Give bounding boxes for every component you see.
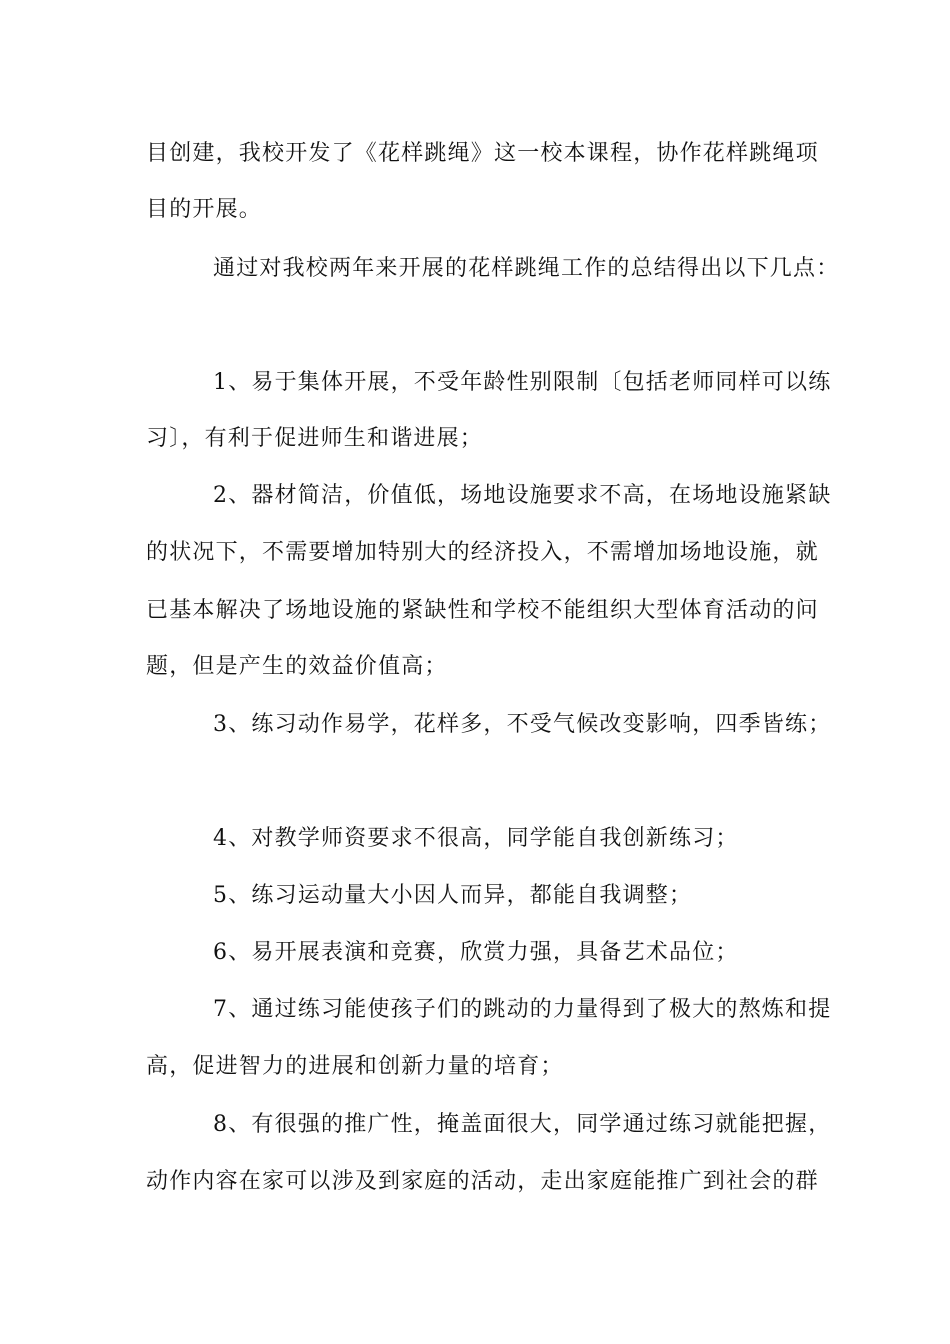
text-line: 4、对教学师资要求不很高，同学能自我创新练习； — [213, 826, 739, 851]
text-line: 的状况下，不需要增加特别大的经济投入，不需增加场地设施，就 — [146, 540, 819, 565]
text-line: 目创建，我校开发了《花样跳绳》这一校本课程，协作花样跳绳项 — [146, 141, 819, 166]
text-line: 7、通过练习能使孩子们的跳动的力量得到了极大的熬炼和提 — [213, 997, 832, 1022]
text-line: 2、器材简洁，价值低，场地设施要求不高，在场地设施紧缺 — [213, 483, 832, 508]
text-line: 5、练习运动量大小因人而异，都能自我调整； — [213, 883, 693, 908]
text-line: 题，但是产生的效益价值高； — [146, 654, 448, 679]
text-line: 目的开展。 — [146, 197, 263, 222]
text-line: 1、易于集体开展，不受年龄性别限制〔包括老师同样可以练 — [213, 370, 832, 395]
text-line: 高，促进智力的进展和创新力量的培育； — [146, 1054, 564, 1079]
text-line: 已基本解决了场地设施的紧缺性和学校不能组织大型体育活动的问 — [146, 598, 819, 623]
text-line: 3、练习动作易学，花样多，不受气候改变影响，四季皆练； — [213, 712, 832, 737]
text-line: 动作内容在家可以涉及到家庭的活动，走出家庭能推广到社会的群 — [146, 1169, 819, 1194]
text-line: 习〕，有利于促进师生和谐进展； — [146, 426, 484, 451]
text-line: 通过对我校两年来开展的花样跳绳工作的总结得出以下几点： — [213, 256, 840, 281]
text-line: 8、有很强的推广性，掩盖面很大，同学通过练习就能把握， — [213, 1112, 832, 1137]
text-line: 6、易开展表演和竞赛，欣赏力强，具备艺术品位； — [213, 940, 739, 965]
